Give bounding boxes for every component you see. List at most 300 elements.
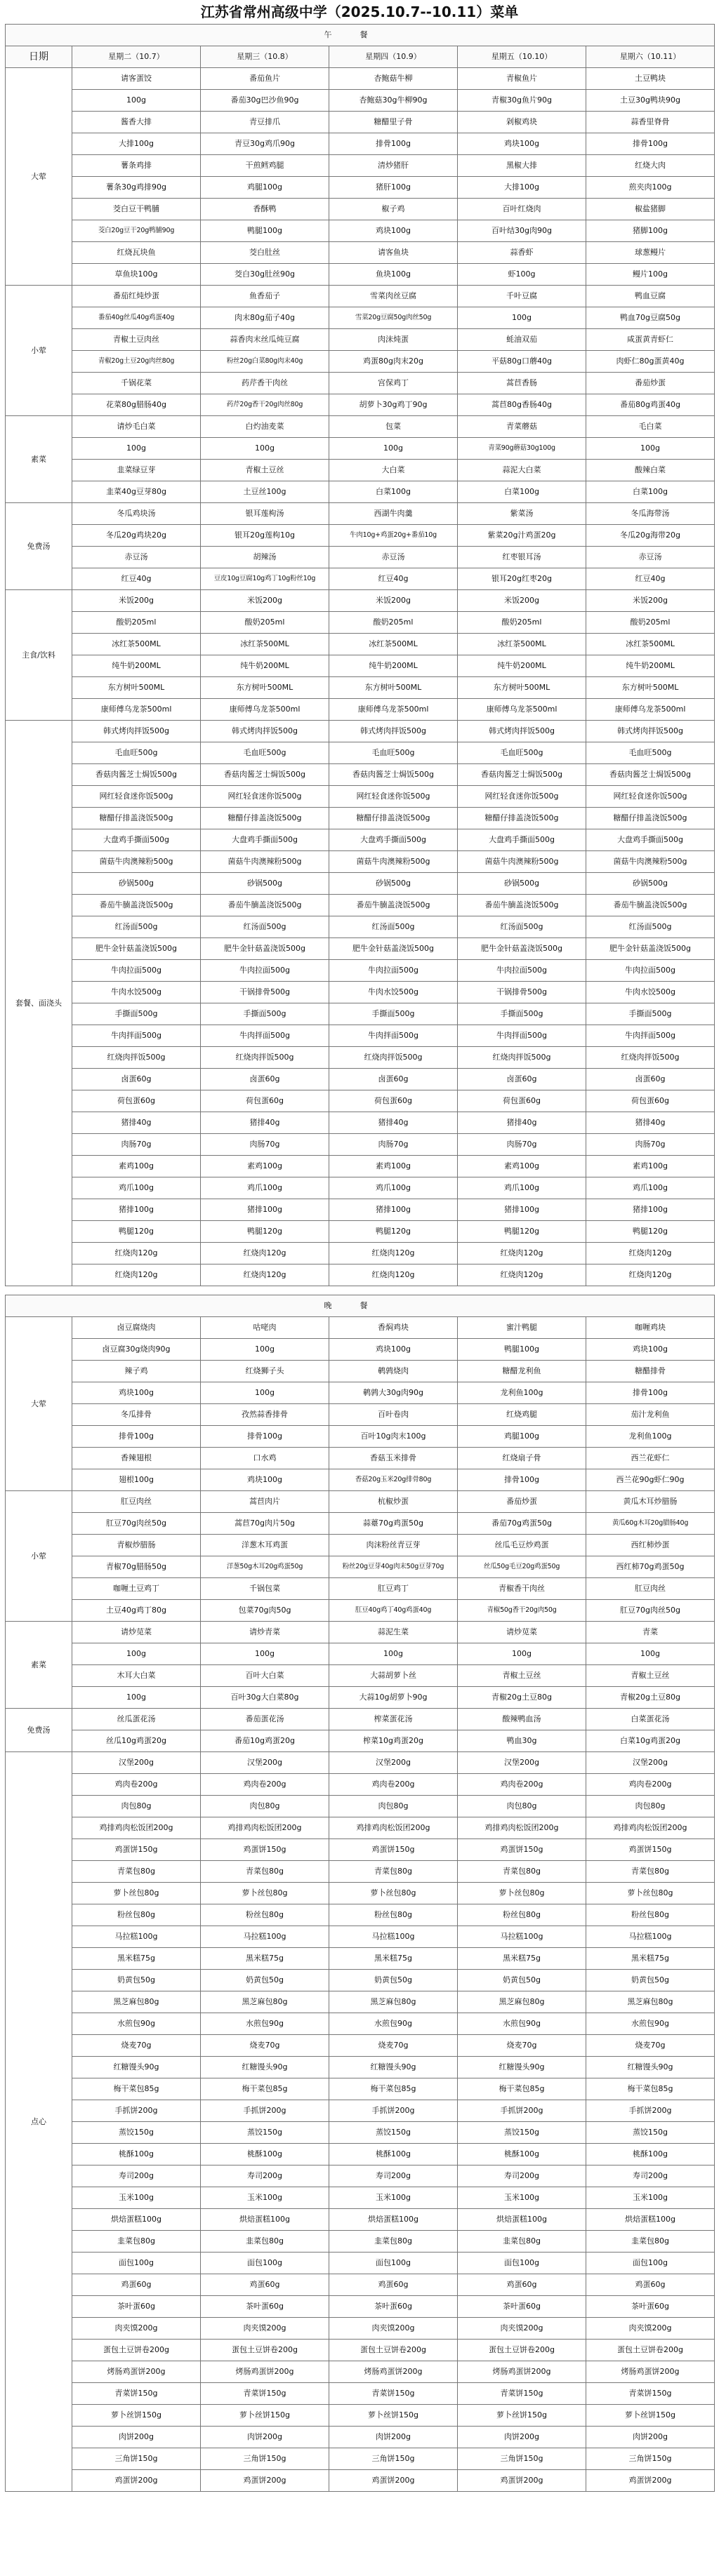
menu-cell: 毛血旺500g [458, 742, 586, 764]
menu-cell: 黑芝麻包80g [458, 1991, 586, 2013]
menu-cell: 韩式烤肉拌饭500g [458, 721, 586, 742]
lunch-row [6, 1069, 715, 1090]
menu-cell: 砂锅500g [201, 873, 329, 895]
menu-cell: 100g [329, 1643, 458, 1665]
menu-cell: 青椒鱼片 [458, 68, 586, 90]
lunch-row [6, 1199, 715, 1221]
menu-cell: 孜然蒜香排骨 [201, 1404, 329, 1426]
menu-cell: 青菜包80g [201, 1861, 329, 1883]
menu-cell: 红糖馒头90g [201, 2057, 329, 2078]
menu-cell: 蛋包土豆饼卷200g [586, 2340, 715, 2361]
menu-cell: 肛豆鸡丁 [329, 1578, 458, 1600]
menu-cell: 蒸饺150g [201, 2122, 329, 2144]
menu-cell: 冰红茶500ML [458, 634, 586, 655]
menu-cell: 100g [72, 1643, 201, 1665]
lunch-row [6, 68, 715, 90]
menu-cell: 素鸡100g [201, 1156, 329, 1177]
menu-title: 江苏省常州高级中学（2025.10.7--10.11）菜单 [200, 4, 519, 20]
day-header: 星期五（10.10） [458, 46, 586, 68]
menu-cell: 鸡蛋饼200g [201, 2470, 329, 2492]
menu-cell: 青椒20g土豆20g肉丝80g [72, 351, 201, 373]
menu-cell: 猪排40g [586, 1112, 715, 1134]
menu-cell: 红烧肉拌饭500g [458, 1047, 586, 1069]
menu-cell: 百叶结30g肉90g [458, 220, 586, 242]
menu-cell: 素鸡100g [329, 1156, 458, 1177]
menu-cell: 鸡蛋饼200g [458, 2470, 586, 2492]
menu-cell: 烧麦70g [586, 2035, 715, 2057]
menu-cell: 紫菜20g汁鸡蛋20g [458, 525, 586, 547]
menu-cell: 包菜 [329, 416, 458, 438]
menu-cell: 东方树叶500ML [72, 677, 201, 699]
menu-cell: 丝瓜10g鸡蛋20g [72, 1730, 201, 1752]
menu-cell: 网红轻食迷你饭500g [72, 786, 201, 808]
menu-cell: 茶叶蛋60g [72, 2296, 201, 2318]
lunch-row [6, 786, 715, 808]
menu-cell: 砂锅500g [72, 873, 201, 895]
menu-cell: 红豆40g [586, 568, 715, 590]
menu-cell: 萝卜丝包80g [586, 1883, 715, 1904]
menu-cell: 荷包蛋60g [586, 1090, 715, 1112]
menu-cell: 包菜70g肉50g [201, 1600, 329, 1622]
menu-cell: 茭白豆干鸭脯 [72, 199, 201, 220]
menu-cell: 烧麦70g [72, 2035, 201, 2057]
menu-cell: 纯牛奶200ML [329, 655, 458, 677]
menu-cell: 西湖牛肉羹 [329, 503, 458, 525]
menu-cell: 鸡腿100g [458, 1426, 586, 1448]
menu-cell: 米饭200g [458, 590, 586, 612]
lunch-row [6, 873, 715, 895]
menu-cell: 鸡蛋饼200g [72, 2470, 201, 2492]
menu-cell: 毛血旺500g [586, 742, 715, 764]
menu-cell: 汉堡200g [586, 1752, 715, 1774]
menu-cell: 猪脚100g [586, 220, 715, 242]
menu-cell: 肉肠70g [201, 1134, 329, 1156]
lunch-row [6, 133, 715, 155]
menu-cell: 蒜香肉末丝瓜炖豆腐 [201, 329, 329, 351]
dinner-row [6, 2231, 715, 2253]
dinner-row [6, 1796, 715, 1817]
menu-cell: 牛肉拉面500g [201, 960, 329, 982]
menu-cell: 青椒30g鱼片90g [458, 90, 586, 112]
menu-cell: 网红轻食迷你饭500g [458, 786, 586, 808]
dinner-row [6, 1883, 715, 1904]
menu-cell: 青椒20g土豆80g [458, 1687, 586, 1709]
menu-cell: 酸辣鸭血汤 [458, 1709, 586, 1730]
menu-cell: 红烧扇子骨 [458, 1448, 586, 1469]
menu-cell: 酸奶205ml [72, 612, 201, 634]
menu-cell: 鸭腿120g [458, 1221, 586, 1243]
lunch-row [6, 525, 715, 547]
menu-cell: 鹌鹑烧肉 [329, 1361, 458, 1382]
menu-cell: 三角饼150g [201, 2448, 329, 2470]
menu-cell: 大盘鸡手撕面500g [586, 829, 715, 851]
menu-cell: 香菇肉酱芝士焗饭500g [201, 764, 329, 786]
menu-cell: 面包100g [72, 2253, 201, 2274]
menu-cell: 奶黄包50g [72, 1970, 201, 1991]
menu-cell: 鸡腿100g [201, 177, 329, 199]
menu-cell: 汉堡200g [201, 1752, 329, 1774]
menu-cell: 烤肠鸡蛋饼200g [586, 2361, 715, 2383]
menu-cell: 康师傅乌龙茶500ml [458, 699, 586, 721]
menu-cell: 红烧大肉 [586, 155, 715, 177]
menu-cell: 糖醋龙利鱼 [458, 1361, 586, 1382]
menu-cell: 鸡蛋80g肉末20g [329, 351, 458, 373]
menu-cell: 红烧瓦块鱼 [72, 242, 201, 264]
lunch-row [6, 764, 715, 786]
dinner-row [6, 1709, 715, 1730]
menu-cell: 烧麦70g [201, 2035, 329, 2057]
menu-cell: 百叶大白菜 [201, 1665, 329, 1687]
menu-cell: 鸡块100g [329, 1339, 458, 1361]
menu-cell: 青菜90g蘑菇30g100g [458, 438, 586, 460]
menu-cell: 茭白肚丝 [201, 242, 329, 264]
menu-cell: 康师傅乌龙茶500ml [201, 699, 329, 721]
menu-cell: 蒜香里脊骨 [586, 112, 715, 133]
menu-cell: 蛋包土豆饼卷200g [201, 2340, 329, 2361]
menu-cell: 玉米100g [329, 2187, 458, 2209]
menu-cell: 大盘鸡手撕面500g [458, 829, 586, 851]
menu-cell: 土豆30g鸭块90g [586, 90, 715, 112]
menu-cell: 鸡块100g [72, 1382, 201, 1404]
menu-cell: 肛豆肉丝 [72, 1491, 201, 1513]
dinner-row [6, 1839, 715, 1861]
menu-cell: 虾100g [458, 264, 586, 286]
menu-cell: 番茄红炖炒蛋 [72, 286, 201, 307]
menu-cell: 番茄牛腩盖浇饭500g [72, 895, 201, 916]
menu-cell: 砂锅500g [458, 873, 586, 895]
dinner-row [6, 1622, 715, 1643]
lunch-row [6, 612, 715, 634]
menu-cell: 咖喱土豆鸡丁 [72, 1578, 201, 1600]
dinner-row [6, 1556, 715, 1578]
menu-cell: 鸭腿120g [72, 1221, 201, 1243]
lunch-row [6, 568, 715, 590]
lunch-row [6, 1090, 715, 1112]
menu-cell: 猪排100g [72, 1199, 201, 1221]
menu-cell: 椒子鸡 [329, 199, 458, 220]
date-column-header: 日期 [6, 46, 72, 68]
menu-cell: 豆皮10g豆腐10g鸡丁10g粉丝10g [201, 568, 329, 590]
menu-cell: 鸡爪100g [201, 1177, 329, 1199]
menu-cell: 肉肠70g [72, 1134, 201, 1156]
menu-cell: 鸡蛋饼150g [329, 1839, 458, 1861]
menu-cell: 红糖馒头90g [329, 2057, 458, 2078]
menu-cell: 牛肉拉面500g [586, 960, 715, 982]
menu-cell: 肉末80g茄子40g [201, 307, 329, 329]
menu-cell: 青菜饼150g [458, 2383, 586, 2405]
menu-cell: 卤豆腐30g烧肉90g [72, 1339, 201, 1361]
category-label: 套餐、面浇头 [6, 721, 72, 1286]
lunch-row [6, 438, 715, 460]
menu-cell: 菌菇牛肉澳辣粉500g [72, 851, 201, 873]
menu-cell: 白菜100g [329, 481, 458, 503]
menu-cell: 水煎包90g [72, 2013, 201, 2035]
menu-cell: 素鸡100g [458, 1156, 586, 1177]
dinner-row [6, 2187, 715, 2209]
lunch-row [6, 655, 715, 677]
menu-cell: 烘焙蛋糕100g [329, 2209, 458, 2231]
menu-cell: 丝瓜蛋花汤 [72, 1709, 201, 1730]
menu-cell: 鸡爪100g [72, 1177, 201, 1199]
menu-cell: 网红轻食迷你饭500g [586, 786, 715, 808]
menu-cell: 烤肠鸡蛋饼200g [458, 2361, 586, 2383]
menu-cell: 红烧肉拌饭500g [72, 1047, 201, 1069]
menu-cell: 梅干菜包85g [329, 2078, 458, 2100]
menu-cell: 冰红茶500ML [201, 634, 329, 655]
menu-cell: 西红柿炒蛋 [586, 1535, 715, 1556]
menu-cell: 番茄牛腩盖浇饭500g [201, 895, 329, 916]
menu-cell: 寿司200g [458, 2165, 586, 2187]
menu-cell: 鸭腿100g [458, 1339, 586, 1361]
dinner-row [6, 1665, 715, 1687]
menu-cell: 青豆30g鸡爪90g [201, 133, 329, 155]
menu-cell: 鸡肉卷200g [586, 1774, 715, 1796]
menu-cell: 红豆40g [329, 568, 458, 590]
menu-cell: 黄瓜木耳炒腊肠 [586, 1491, 715, 1513]
menu-cell: 冬瓜鸡块汤 [72, 503, 201, 525]
menu-cell: 鸡蛋饼200g [329, 2470, 458, 2492]
menu-cell: 手抓饼200g [458, 2100, 586, 2122]
menu-cell: 砂锅500g [586, 873, 715, 895]
menu-cell: 菌菇牛肉澳辣粉500g [201, 851, 329, 873]
category-label: 大荤 [6, 68, 72, 286]
menu-cell: 奶黄包50g [201, 1970, 329, 1991]
menu-cell: 黄瓜60g木耳20g腊肠40g [586, 1513, 715, 1535]
menu-cell: 素鸡100g [586, 1156, 715, 1177]
menu-cell: 红烧肉120g [72, 1243, 201, 1264]
lunch-row [6, 699, 715, 721]
menu-cell: 毛血旺500g [72, 742, 201, 764]
menu-cell: 100g [201, 1382, 329, 1404]
dinner-row [6, 2078, 715, 2100]
menu-cell: 米饭200g [72, 590, 201, 612]
dinner-row [6, 2318, 715, 2340]
menu-cell: 奶黄包50g [329, 1970, 458, 1991]
lunch-row [6, 677, 715, 699]
dinner-row [6, 2383, 715, 2405]
menu-cell: 肥牛金针菇盖浇饭500g [586, 938, 715, 960]
menu-cell: 番茄炒蛋 [458, 1491, 586, 1513]
menu-cell: 100g [72, 438, 201, 460]
menu-cell: 手撕面500g [72, 1003, 201, 1025]
menu-cell: 土豆40g鸡丁80g [72, 1600, 201, 1622]
menu-cell: 牛肉水饺500g [72, 982, 201, 1003]
menu-cell: 粉丝包80g [458, 1904, 586, 1926]
menu-cell: 木耳大白菜 [72, 1665, 201, 1687]
menu-cell: 网红轻食迷你饭500g [201, 786, 329, 808]
lunch-header-row [6, 25, 715, 46]
menu-cell: 100g [72, 1687, 201, 1709]
menu-cell: 冬瓜20g鸡块20g [72, 525, 201, 547]
dinner-row [6, 2361, 715, 2383]
category-label: 主食/饮料 [6, 590, 72, 721]
menu-cell: 寿司200g [201, 2165, 329, 2187]
menu-cell: 马拉糕100g [201, 1926, 329, 1948]
menu-cell: 排骨100g [201, 1426, 329, 1448]
menu-cell: 手抓饼200g [72, 2100, 201, 2122]
menu-cell: 千锅花菜 [72, 373, 201, 394]
lunch-row [6, 916, 715, 938]
dinner-row [6, 2253, 715, 2274]
menu-cell: 清炒猪肝 [329, 155, 458, 177]
menu-cell: 百叶卷肉 [329, 1404, 458, 1426]
menu-cell: 青椒土豆丝 [586, 1665, 715, 1687]
menu-cell: 大排100g [72, 133, 201, 155]
menu-cell: 牛肉水饺500g [329, 982, 458, 1003]
menu-cell: 肥牛金针菇盖浇饭500g [72, 938, 201, 960]
menu-cell: 黑芝麻包80g [72, 1991, 201, 2013]
lunch-row [6, 329, 715, 351]
dinner-row [6, 1317, 715, 1339]
menu-cell: 白菜100g [586, 481, 715, 503]
menu-cell: 水煎包90g [458, 2013, 586, 2035]
menu-cell: 干锅排骨500g [458, 982, 586, 1003]
menu-cell: 香焖鸡块 [329, 1317, 458, 1339]
menu-cell: 洋葱木耳鸡蛋 [201, 1535, 329, 1556]
menu-cell: 红汤面500g [586, 916, 715, 938]
menu-cell: 杭椒炒蛋 [329, 1491, 458, 1513]
menu-cell: 手撕面500g [586, 1003, 715, 1025]
menu-cell: 荷包蛋60g [329, 1090, 458, 1112]
menu-cell: 酸奶205ml [586, 612, 715, 634]
menu-cell: 红糖馒头90g [72, 2057, 201, 2078]
menu-cell: 黑米糕75g [586, 1948, 715, 1970]
lunch-row [6, 199, 715, 220]
menu-cell: 牛肉拉面500g [329, 960, 458, 982]
menu-cell: 玉米100g [72, 2187, 201, 2209]
menu-cell: 鸡蛋60g [201, 2274, 329, 2296]
menu-cell: 百叶红烧肉 [458, 199, 586, 220]
menu-cell: 咸蛋黄青虾仁 [586, 329, 715, 351]
menu-cell: 洋葱50g木耳20g鸡蛋50g [201, 1556, 329, 1578]
menu-cell: 牛肉拌面500g [458, 1025, 586, 1047]
menu-cell: 粉丝包80g [201, 1904, 329, 1926]
menu-cell: 鸡排鸡肉松饭团200g [586, 1817, 715, 1839]
menu-cell: 萝卜丝饼150g [329, 2405, 458, 2427]
menu-cell: 红烧肉120g [586, 1264, 715, 1286]
menu-cell: 米饭200g [201, 590, 329, 612]
menu-cell: 肉包80g [586, 1796, 715, 1817]
menu-cell: 黑米糕75g [201, 1948, 329, 1970]
menu-cell: 红豆40g [72, 568, 201, 590]
menu-cell: 水煎包90g [586, 2013, 715, 2035]
menu-cell: 萝卜丝包80g [72, 1883, 201, 1904]
menu-cell: 香菇玉米排骨 [329, 1448, 458, 1469]
dinner-row [6, 2013, 715, 2035]
dinner-row [6, 1991, 715, 2013]
dinner-row [6, 1600, 715, 1622]
menu-cell: 请客鱼块 [329, 242, 458, 264]
menu-cell: 椒盐猪脚 [586, 199, 715, 220]
menu-cell: 排骨100g [586, 133, 715, 155]
lunch-row [6, 264, 715, 286]
menu-cell: 三角饼150g [329, 2448, 458, 2470]
dinner-row [6, 1861, 715, 1883]
menu-cell: 黑芝麻包80g [329, 1991, 458, 2013]
menu-cell: 网红轻食迷你饭500g [329, 786, 458, 808]
menu-cell: 肉虾仁80g蛋黄40g [586, 351, 715, 373]
menu-cell: 汉堡200g [72, 1752, 201, 1774]
menu-cell: 卤蛋60g [329, 1069, 458, 1090]
menu-cell: 100g [201, 1643, 329, 1665]
menu-cell: 银耳20g莲枸10g [201, 525, 329, 547]
menu-cell: 毛血旺500g [329, 742, 458, 764]
menu-cell: 剁椒鸡块 [458, 112, 586, 133]
menu-cell: 鸡排鸡肉松饭团200g [72, 1817, 201, 1839]
menu-cell: 青菜包80g [72, 1861, 201, 1883]
menu-cell: 水煎包90g [329, 2013, 458, 2035]
menu-cell: 梅干菜包85g [201, 2078, 329, 2100]
menu-cell: 肉肠70g [458, 1134, 586, 1156]
dinner-row [6, 1513, 715, 1535]
menu-cell: 牛肉拌面500g [201, 1025, 329, 1047]
menu-cell: 鸡肉卷200g [458, 1774, 586, 1796]
menu-cell: 牛肉10g+鸡蛋20g+番茄10g [329, 525, 458, 547]
dinner-row [6, 2340, 715, 2361]
menu-cell: 鸡肉卷200g [201, 1774, 329, 1796]
lunch-row [6, 1264, 715, 1286]
menu-cell: 鳗片100g [586, 264, 715, 286]
menu-cell: 手撕面500g [201, 1003, 329, 1025]
menu-cell: 韩式烤肉拌饭500g [586, 721, 715, 742]
menu-cell: 番茄70g鸡蛋50g [458, 1513, 586, 1535]
menu-cell: 雪菜20g豆腐50g肉丝50g [329, 307, 458, 329]
menu-cell: 韭菜包80g [458, 2231, 586, 2253]
menu-cell: 牛肉拌面500g [329, 1025, 458, 1047]
lunch-row [6, 960, 715, 982]
menu-cell: 粉丝包80g [586, 1904, 715, 1926]
menu-cell: 萝卜丝包80g [201, 1883, 329, 1904]
menu-cell: 猪排100g [458, 1199, 586, 1221]
menu-cell: 西兰花90g虾仁90g [586, 1469, 715, 1491]
lunch-row [6, 286, 715, 307]
category-label: 大荤 [6, 1317, 72, 1491]
menu-cell: 肉肠70g [329, 1134, 458, 1156]
menu-cell: 奶黄包50g [458, 1970, 586, 1991]
menu-cell: 手抓饼200g [586, 2100, 715, 2122]
menu-cell: 茭白20g豆干20g鸭脯90g [72, 220, 201, 242]
menu-cell: 米饭200g [329, 590, 458, 612]
menu-cell: 韭菜40g豆芽80g [72, 481, 201, 503]
lunch-row [6, 851, 715, 873]
menu-cell: 玉米100g [458, 2187, 586, 2209]
lunch-row [6, 155, 715, 177]
menu-cell: 番茄10g鸡蛋20g [201, 1730, 329, 1752]
menu-cell: 咕咾肉 [201, 1317, 329, 1339]
menu-cell: 酱香大排 [72, 112, 201, 133]
menu-cell: 面包100g [201, 2253, 329, 2274]
menu-cell: 鸡块100g [201, 1469, 329, 1491]
menu-cell: 糖醋仔排盖浇饭500g [458, 808, 586, 829]
menu-cell: 番茄牛腩盖浇饭500g [458, 895, 586, 916]
menu-cell: 康师傅乌龙茶500ml [329, 699, 458, 721]
menu-cell: 100g [201, 1339, 329, 1361]
menu-cell: 香酥鸭 [201, 199, 329, 220]
menu-cell: 糖醋仔排盖浇饭500g [72, 808, 201, 829]
dinner-row [6, 1687, 715, 1709]
menu-cell: 蛋包土豆饼卷200g [329, 2340, 458, 2361]
lunch-row [6, 90, 715, 112]
menu-cell: 面包100g [329, 2253, 458, 2274]
menu-cell: 青椒土豆丝 [458, 1665, 586, 1687]
menu-cell: 100g [72, 90, 201, 112]
menu-cell: 牛肉拌面500g [72, 1025, 201, 1047]
menu-cell: 土豆丝100g [201, 481, 329, 503]
menu-table [5, 24, 715, 2492]
lunch-row [6, 1047, 715, 1069]
menu-cell: 肉沫粉丝青豆芽 [329, 1535, 458, 1556]
menu-cell: 青菜 [586, 1622, 715, 1643]
